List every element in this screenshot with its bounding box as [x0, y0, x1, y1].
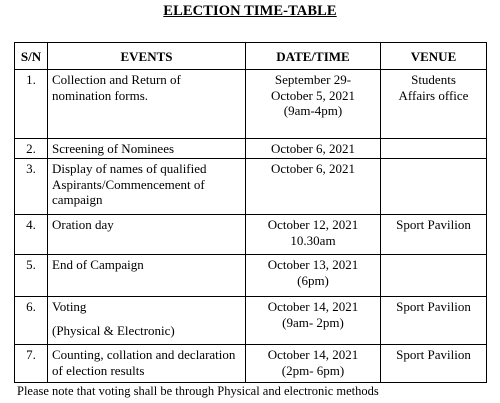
venue-line: Sport Pavilion	[396, 299, 471, 314]
table-row	[15, 345, 487, 383]
row-sn: 7.	[15, 345, 48, 383]
event-line: Oration day	[52, 217, 114, 232]
row-event	[48, 345, 246, 383]
row-sn: 2.	[15, 139, 48, 159]
header-venue: VENUE	[381, 43, 487, 70]
row-sn: 5.	[15, 255, 48, 297]
row-sn: 4.	[15, 215, 48, 255]
event-line: Voting	[52, 299, 87, 314]
header-row	[15, 43, 487, 70]
table-row	[15, 159, 487, 215]
event-line: Display of names of qualified	[52, 161, 207, 176]
header-sn: S/N	[15, 43, 48, 70]
row-venue	[381, 297, 487, 345]
row-date	[246, 139, 381, 159]
table-row	[15, 255, 487, 297]
footnote: Please note that voting shall be through Physical and electronic methods	[17, 384, 379, 398]
date-line: October 12, 2021	[267, 217, 359, 232]
header-events: EVENTS	[48, 43, 246, 70]
event-line: (Physical & Electronic)	[52, 322, 175, 338]
venue-line: Sport Pavilion	[396, 217, 471, 232]
row-event	[48, 255, 246, 297]
row-venue	[381, 139, 487, 159]
venue-line: Sport Pavilion	[396, 347, 471, 362]
date-line: October 6, 2021	[270, 141, 356, 156]
row-event	[48, 215, 246, 255]
date-line: (2pm- 6pm)	[281, 362, 345, 378]
date-line: October 5, 2021	[270, 87, 356, 103]
row-event	[48, 159, 246, 215]
date-line: October 14, 2021	[267, 299, 359, 314]
row-venue	[381, 255, 487, 297]
election-timetable	[14, 42, 487, 383]
date-line: October 6, 2021	[270, 161, 356, 176]
venue-line: Affairs office	[398, 87, 469, 103]
date-line: October 14, 2021	[267, 347, 359, 362]
event-line: Counting, collation and declaration	[52, 347, 236, 362]
row-date	[246, 70, 381, 139]
row-date	[246, 255, 381, 297]
header-datetime: DATE/TIME	[246, 43, 381, 70]
row-date	[246, 215, 381, 255]
row-venue	[381, 70, 487, 139]
row-date	[246, 159, 381, 215]
table-row	[15, 215, 487, 255]
date-line: October 13, 2021	[267, 257, 359, 272]
row-event	[48, 139, 246, 159]
page-title: ELECTION TIME-TABLE	[163, 3, 337, 19]
row-venue	[381, 345, 487, 383]
date-line: (9am-4pm)	[283, 103, 343, 118]
row-event	[48, 70, 246, 139]
event-line: of election results	[52, 362, 145, 378]
table-row	[15, 70, 487, 139]
row-event	[48, 297, 246, 345]
table-row	[15, 139, 487, 159]
row-date	[246, 345, 381, 383]
line-spacer	[52, 315, 241, 323]
row-venue	[381, 159, 487, 215]
date-line: September 29-	[274, 72, 352, 87]
event-line: campaign	[52, 192, 103, 207]
venue-line: Students	[411, 72, 456, 87]
date-line: 10.30am	[290, 232, 336, 248]
table-row	[15, 297, 487, 345]
row-sn: 1.	[15, 70, 48, 139]
event-line: End of Campaign	[52, 257, 144, 272]
event-line: Aspirants/Commencement of	[52, 176, 205, 192]
row-sn: 6.	[15, 297, 48, 345]
event-line: Collection and Return of	[52, 72, 181, 87]
event-line: nomination forms.	[52, 87, 149, 103]
event-line: Screening of Nominees	[52, 141, 175, 156]
row-sn: 3.	[15, 159, 48, 215]
row-venue	[381, 215, 487, 255]
date-line: (6pm)	[297, 272, 329, 288]
date-line: (9am- 2pm)	[282, 314, 344, 330]
row-date	[246, 297, 381, 345]
